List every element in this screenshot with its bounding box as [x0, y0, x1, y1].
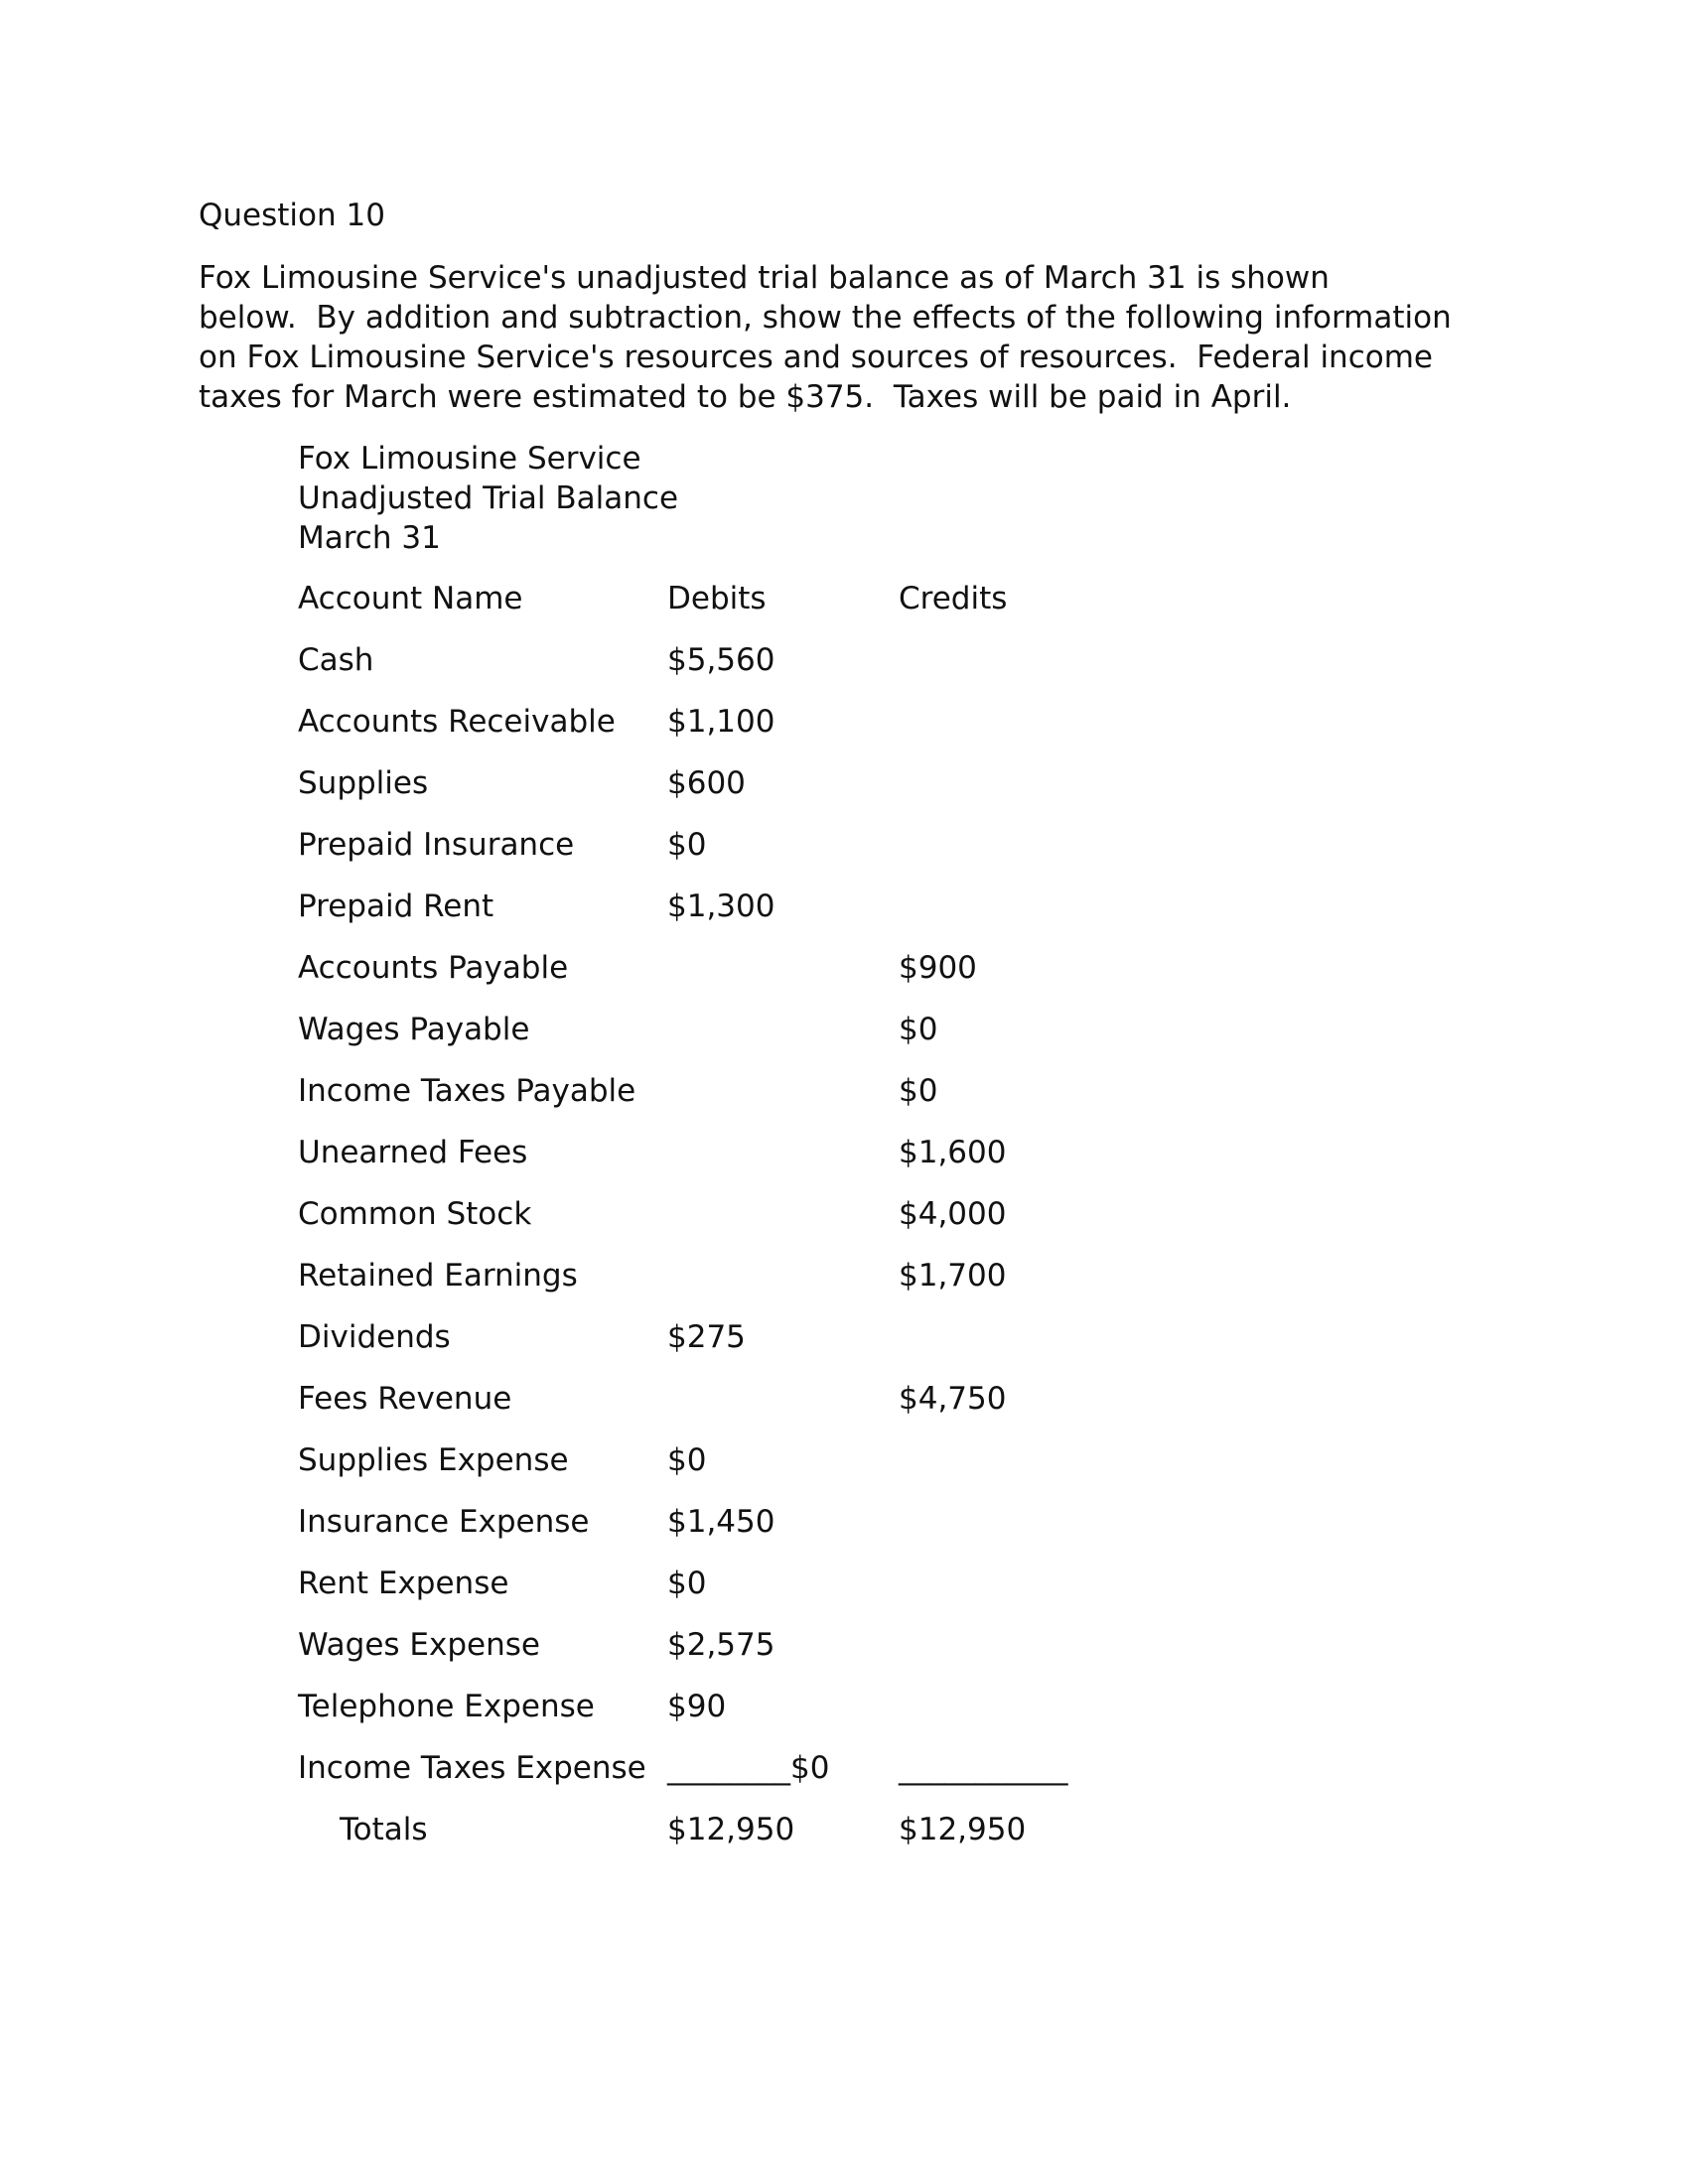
question-prompt [199, 258, 1489, 417]
debit-amount: $2,575 [667, 1627, 775, 1663]
account-name: Prepaid Rent [298, 888, 494, 924]
debit-amount: $90 [667, 1689, 727, 1724]
statement-date: March 31 [298, 520, 441, 556]
account-name: Telephone Expense [298, 1689, 595, 1724]
statement-heading [298, 439, 678, 558]
total-credits: $12,950 [899, 1812, 1027, 1847]
total-debits: $12,950 [667, 1812, 795, 1847]
credit-amount: $0 [899, 1073, 938, 1109]
prompt-line: on Fox Limousine Service's resources and sources of resources. Federal income [199, 340, 1433, 375]
table-row [298, 1687, 727, 1748]
table-row [298, 1502, 775, 1564]
table-row [298, 763, 746, 825]
table-row [298, 1071, 938, 1133]
prompt-line: taxes for March were estimated to be $375. Taxes will be paid in April. [199, 379, 1292, 415]
debit-amount: $0 [667, 1442, 707, 1478]
credit-amount: $0 [899, 1012, 938, 1047]
account-name: Cash [298, 642, 374, 678]
table-header-row [298, 579, 1008, 640]
table-row [298, 1625, 775, 1687]
account-name: Wages Expense [298, 1627, 540, 1663]
table-row [298, 1564, 707, 1625]
table-row [298, 1379, 1007, 1440]
account-name: Fees Revenue [298, 1381, 512, 1417]
account-name: Wages Payable [298, 1012, 530, 1047]
table-row [298, 1440, 707, 1502]
debit-amount: $0 [667, 827, 707, 863]
debit-amount-blank: ________$0 [667, 1750, 830, 1786]
account-name: Rent Expense [298, 1566, 509, 1601]
table-row [298, 702, 775, 763]
credit-amount: $1,600 [899, 1135, 1007, 1170]
debit-amount: $5,560 [667, 642, 775, 678]
account-name: Income Taxes Payable [298, 1073, 636, 1109]
debit-amount: $0 [667, 1566, 707, 1601]
table-row [298, 1748, 1068, 1810]
header-debits: Debits [667, 581, 767, 616]
credit-amount: $900 [899, 950, 977, 986]
account-name: Prepaid Insurance [298, 827, 575, 863]
debit-amount: $1,100 [667, 704, 775, 740]
credit-amount: $4,750 [899, 1381, 1007, 1417]
prompt-line: below. By addition and subtraction, show the effects of the following information [199, 300, 1452, 336]
account-name: Insurance Expense [298, 1504, 590, 1540]
table-row [298, 887, 775, 948]
account-name: Retained Earnings [298, 1258, 578, 1294]
table-row [298, 640, 775, 702]
trial-balance-table [298, 579, 1068, 1871]
account-name: Supplies [298, 765, 429, 801]
account-name: Dividends [298, 1319, 451, 1355]
table-row [298, 1194, 1007, 1256]
table-row [298, 948, 977, 1010]
debit-amount: $1,300 [667, 888, 775, 924]
company-name: Fox Limousine Service [298, 441, 641, 477]
totals-label: Totals [340, 1812, 428, 1847]
question-title: Question 10 [199, 198, 385, 233]
totals-row [298, 1810, 1027, 1871]
prompt-line: Fox Limousine Service's unadjusted trial balance as of March 31 is shown [199, 260, 1330, 296]
table-row [298, 1256, 1007, 1317]
header-credits: Credits [899, 581, 1008, 616]
debit-amount: $275 [667, 1319, 746, 1355]
debit-amount: $1,450 [667, 1504, 775, 1540]
account-name: Accounts Payable [298, 950, 569, 986]
statement-title: Unadjusted Trial Balance [298, 480, 679, 516]
account-name: Common Stock [298, 1196, 532, 1232]
credit-amount: $1,700 [899, 1258, 1007, 1294]
account-name: Income Taxes Expense [298, 1750, 646, 1786]
account-name: Unearned Fees [298, 1135, 528, 1170]
table-row [298, 1010, 938, 1071]
credit-amount: $4,000 [899, 1196, 1007, 1232]
header-account-name: Account Name [298, 581, 523, 616]
account-name: Accounts Receivable [298, 704, 616, 740]
table-row [298, 1133, 1007, 1194]
table-row [298, 1317, 746, 1379]
table-row [298, 825, 707, 887]
credit-amount-blank: ___________ [899, 1750, 1068, 1786]
debit-amount: $600 [667, 765, 746, 801]
account-name: Supplies Expense [298, 1442, 569, 1478]
